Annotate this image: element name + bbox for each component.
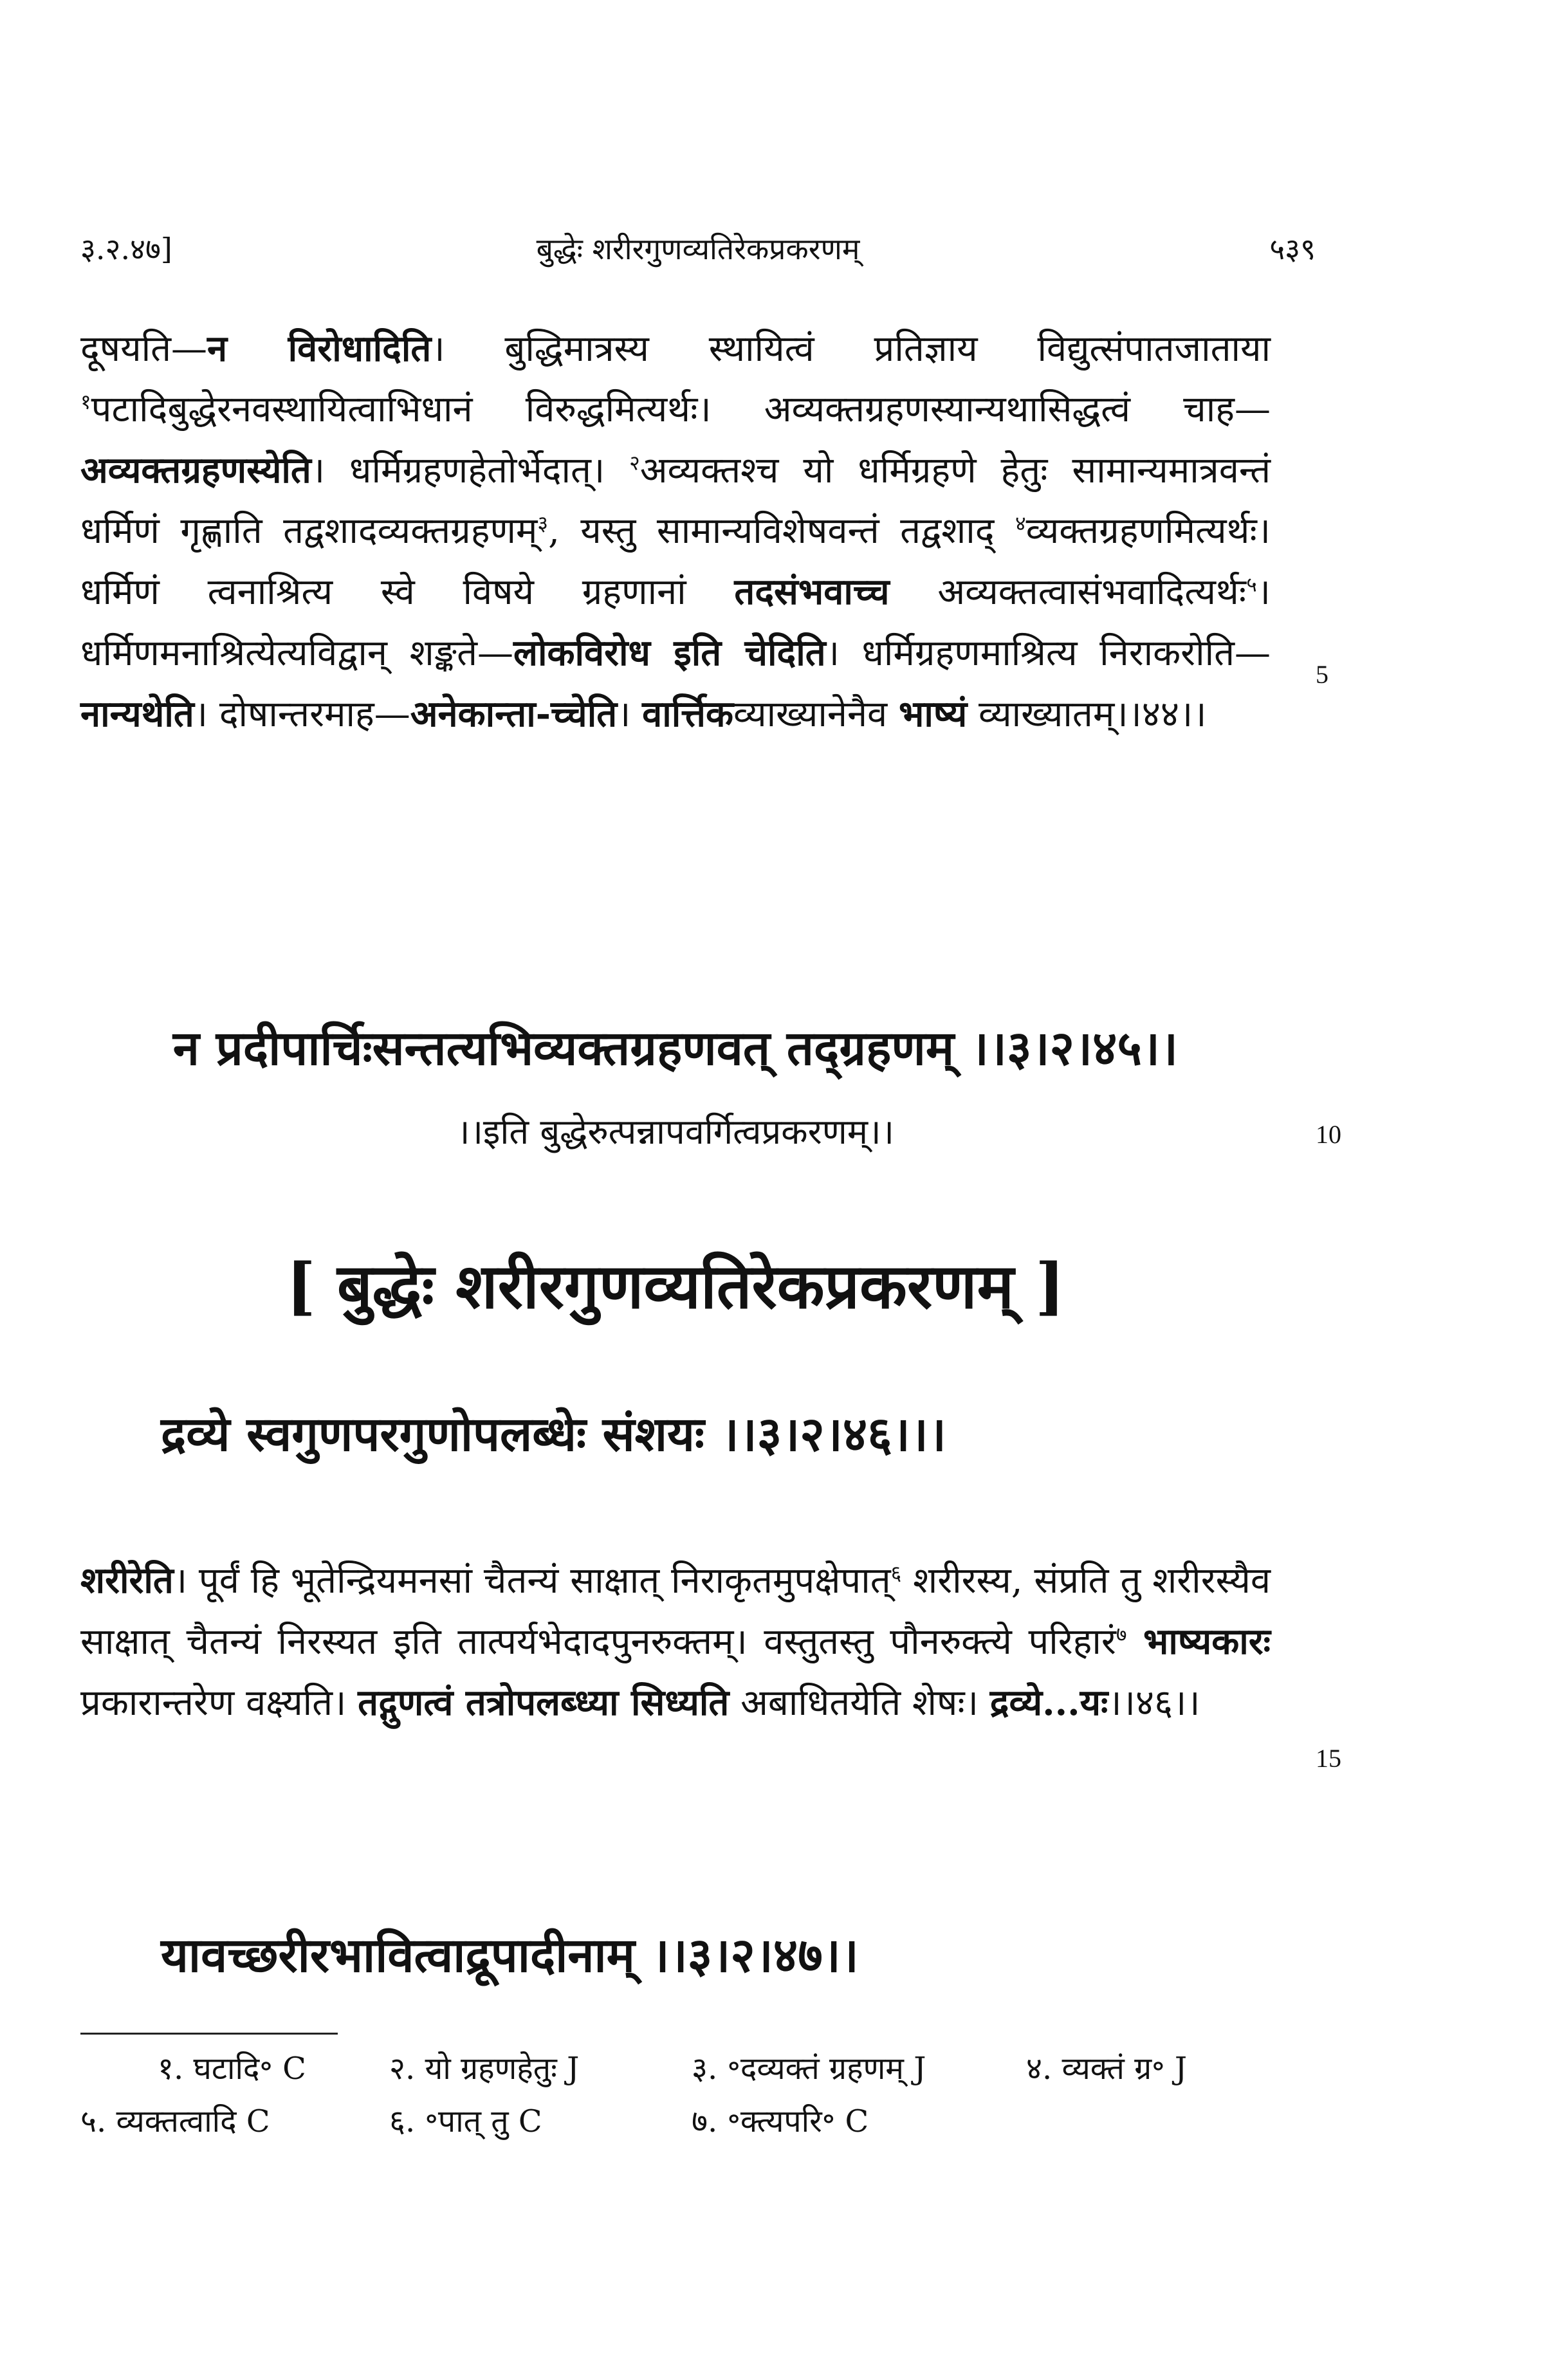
text: ।।४६।। xyxy=(1108,1682,1200,1724)
pratika: शरीरेति xyxy=(80,1559,174,1602)
footnote-row xyxy=(80,2042,1303,2095)
footnote-ref: ७ xyxy=(1116,1622,1127,1647)
section-title: [ बुद्धेः शरीरगुणव्यतिरेकप्रकरणम् ] xyxy=(286,1250,1065,1323)
footnote-row xyxy=(80,2095,1303,2148)
pratika: नान्यथेति xyxy=(80,693,194,735)
text xyxy=(1126,1621,1143,1663)
footnote: ७. ॰क्त्यपरि॰ C xyxy=(692,2103,869,2139)
pratika: न विरोधादिति xyxy=(207,327,432,370)
text: व्यक्तग्रहणमित्यर्थः। धर्मिणं त्वनाश्रित्य स्वे विषये ग्रहणानां xyxy=(80,510,1271,613)
footnote: १. घटादि॰ C xyxy=(158,2051,306,2087)
pratika: अनेकान्ता-च्चेति xyxy=(410,693,618,735)
footnote: ६. ॰पात् तु C xyxy=(389,2103,542,2139)
commentary-paragraph-2 xyxy=(80,1550,1271,1734)
footnote-ref: १ xyxy=(80,389,91,414)
sutra-46: द्रव्ये स्वगुणपरगुणोपलब्धेः संशयः ।।३।२।४६।।। xyxy=(161,1407,946,1462)
text: व्याख्यातम्।।४४।। xyxy=(967,693,1207,735)
sutra-45: न प्रदीपार्चिःसन्तत्यभिव्यक्तग्रहणवत् तद्ग्रहणम् ।।३।२।४५।। xyxy=(172,1021,1179,1076)
text: । धर्मिग्रहणमाश्रित्य निराकरोति— xyxy=(825,632,1271,674)
pratika: भाष्यं xyxy=(899,693,968,735)
footnote-ref: ६ xyxy=(890,1561,902,1586)
footnote-ref: ४ xyxy=(1015,511,1026,536)
text: । धर्मिणमनाश्रित्येत्यविद्वान् शङ्कते— xyxy=(80,571,1271,674)
header-page-number: ५३९ xyxy=(1269,232,1316,266)
text: दूषयति— xyxy=(80,328,208,370)
text: । दोषान्तरमाह— xyxy=(194,693,410,735)
footnotes xyxy=(80,2042,1303,2148)
header-chapter-title: बुद्धेः शरीरगुणव्यतिरेकप्रकरणम् xyxy=(536,232,860,266)
line-number: 15 xyxy=(1316,1744,1341,1773)
text: व्याख्यानेनैव xyxy=(733,693,899,735)
line-number: 10 xyxy=(1316,1120,1341,1149)
pratika: द्रव्ये...यः xyxy=(989,1681,1108,1724)
pratika: वार्त्तिक xyxy=(642,693,734,735)
text: । धर्मिग्रहणहेतोर्भेदात्। xyxy=(311,450,630,491)
sutra-47: यावच्छरीरभावित्वाद्रूपादीनाम् ।।३।२।४७।। xyxy=(161,1928,859,1983)
commentary-paragraph-1 xyxy=(80,318,1271,745)
pratika: तदसंभवाच्च xyxy=(734,571,890,613)
text: शरीरस्य, संप्रति तु शरीरस्यैव साक्षात् चैतन्यं निरस्यत इति तात्पर्यभेदादपुनरुक्तम्। वस्तुतस्तु पौनरुक्त्ये परिहारं xyxy=(80,1560,1271,1663)
footnote-divider xyxy=(80,2033,338,2035)
pratika: तद्गुणत्वं तत्रोपलब्ध्या सिध्यति xyxy=(358,1681,730,1724)
footnote: ४. व्यक्तं ग्र॰ J xyxy=(1026,2051,1188,2087)
text: । बुद्धिमात्रस्य स्थायित्वं प्रतिज्ञाय विद्युत्संपातजाताया xyxy=(431,328,1271,370)
footnote-ref: २ xyxy=(629,450,640,475)
footnote: ५. व्यक्तत्वादि C xyxy=(80,2103,270,2139)
text: पटादिबुद्धेरनवस्थायित्वाभिधानं विरुद्धमित्यर्थः। अव्यक्तग्रहणस्यान्यथासिद्धत्वं चाह— xyxy=(91,389,1271,430)
footnote: ३. ॰दव्यक्तं ग्रहणम् J xyxy=(692,2051,926,2087)
footnote-ref: ३ xyxy=(537,511,549,536)
bhashyakara-term: भाष्यकारः xyxy=(1143,1620,1271,1663)
text: , यस्तु सामान्यविशेषवन्तं तद्वशाद् xyxy=(548,510,1015,552)
prakarana-colophon: ।।इति बुद्धेरुत्पन्नापवर्गित्वप्रकरणम्।। xyxy=(456,1112,894,1152)
running-header xyxy=(80,228,1316,273)
text: अव्यक्तत्वासंभवादित्यर्थः xyxy=(889,571,1247,613)
header-verse-ref: ३.२.४७] xyxy=(80,232,172,266)
text: अव्यक्तश्च यो धर्मिग्रहणे हेतुः सामान्यमात्रवन्तं धर्मिणं गृह्णाति तद्वशादव्यक्तग्रहणम् xyxy=(80,450,1271,552)
text: प्रकारान्तरेण वक्ष्यति। xyxy=(80,1682,358,1724)
line-number: 5 xyxy=(1316,660,1328,689)
text: । पूर्वं हि भूतेन्द्रियमनसां चैतन्यं साक्षात् निराकृतमुपक्षेपात् xyxy=(173,1560,891,1602)
footnote-ref: ५ xyxy=(1246,572,1257,597)
pratika: अव्यक्तग्रहणस्येति xyxy=(80,449,311,491)
pratika: लोकविरोध इति चेदिति xyxy=(513,632,826,674)
text: । xyxy=(617,693,643,735)
footnote: २. यो ग्रहणहेतुः J xyxy=(389,2051,580,2087)
text: अबाधितयेति शेषः। xyxy=(729,1682,990,1724)
